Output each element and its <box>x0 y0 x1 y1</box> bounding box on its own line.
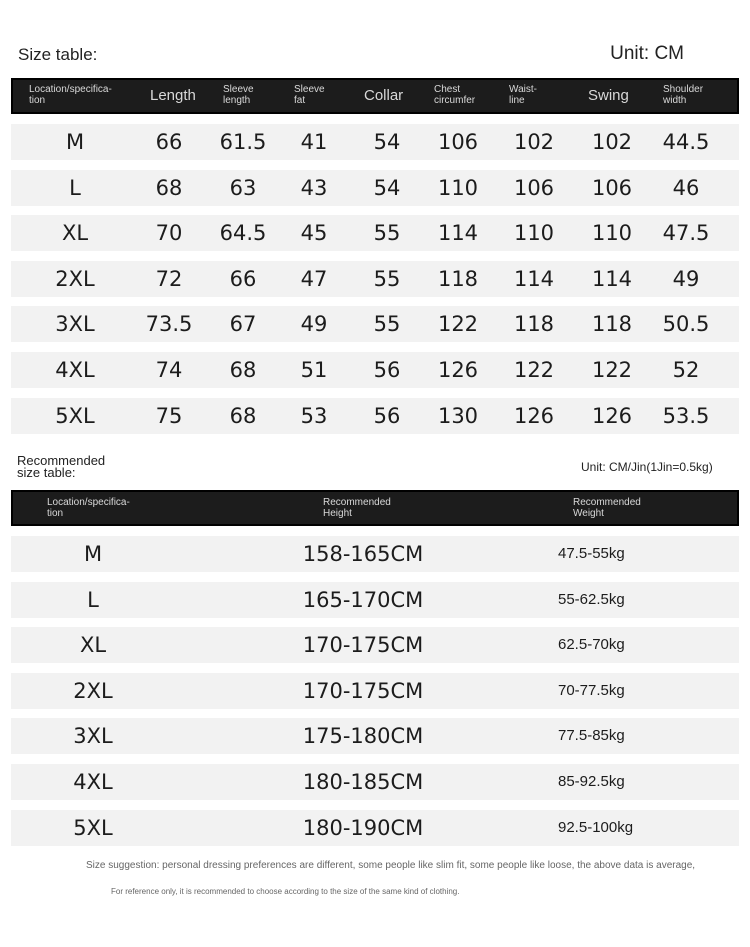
cell-sleeve-length: 68 <box>229 358 257 382</box>
cell-sleeve-length: 63 <box>229 175 257 200</box>
cell-weight: 62.5-70kg <box>558 636 625 654</box>
cell-height: 165-170CM <box>302 587 424 612</box>
cell-waistline: 118 <box>513 312 555 337</box>
cell-chest: 130 <box>437 403 479 428</box>
recommended-table-header <box>11 490 739 526</box>
cell-size: 5XL <box>73 815 113 840</box>
cell-height: 158-165CM <box>302 542 424 566</box>
cell-collar: 55 <box>373 266 401 291</box>
cell-length: 73.5 <box>145 312 193 337</box>
cell-size: 3XL <box>73 724 113 749</box>
cell-swing: 110 <box>591 221 633 246</box>
cell-swing: 102 <box>591 130 633 154</box>
cell-weight: 47.5-55kg <box>558 545 625 562</box>
table-row <box>11 215 739 251</box>
header-length: Length <box>150 87 196 104</box>
cell-swing: 106 <box>591 175 633 200</box>
size-table-unit: Unit: CM <box>610 43 684 64</box>
cell-shoulder: 50.5 <box>662 312 710 337</box>
cell-shoulder: 52 <box>672 358 700 382</box>
table-row <box>11 306 739 342</box>
cell-length: 74 <box>155 358 183 382</box>
cell-height: 180-190CM <box>302 815 424 840</box>
cell-shoulder: 46 <box>672 175 700 200</box>
size-table-title: Size table: <box>18 45 98 64</box>
table-row <box>11 718 739 754</box>
header-shoulder: Shoulder width <box>663 84 704 106</box>
table-row <box>11 627 739 663</box>
header-chest: Chest circumfer <box>434 84 476 106</box>
cell-sleeve-fat: 51 <box>300 358 328 382</box>
table-row <box>11 352 739 388</box>
size-table-header <box>11 78 739 114</box>
cell-height: 170-175CM <box>302 678 424 703</box>
header-location: Location/specifica- tion <box>29 84 112 106</box>
cell-chest: 114 <box>437 221 479 246</box>
cell-length: 70 <box>155 221 183 246</box>
cell-size: 2XL <box>55 266 95 291</box>
cell-collar: 56 <box>373 403 401 428</box>
cell-sleeve-length: 61.5 <box>219 130 267 154</box>
cell-collar: 56 <box>373 358 401 382</box>
cell-waistline: 110 <box>513 221 555 246</box>
header-collar: Collar <box>364 87 404 104</box>
header-waistline: Waist- line <box>509 84 537 106</box>
table-row <box>11 810 739 846</box>
cell-waistline: 126 <box>513 403 555 428</box>
table-row <box>11 764 739 800</box>
cell-shoulder: 47.5 <box>662 221 710 246</box>
cell-height: 170-175CM <box>302 633 424 658</box>
cell-height: 180-185CM <box>302 770 424 794</box>
table-row <box>11 261 739 297</box>
cell-waistline: 106 <box>513 175 555 200</box>
header-recommended-weight: Recommended Weight <box>573 497 641 519</box>
recommended-table-title: Recommended size table: <box>17 453 106 480</box>
cell-collar: 54 <box>373 130 401 154</box>
cell-chest: 118 <box>437 266 479 291</box>
table-row <box>11 582 739 618</box>
cell-waistline: 114 <box>513 266 555 291</box>
cell-sleeve-fat: 47 <box>300 266 328 291</box>
cell-sleeve-length: 66 <box>229 266 257 291</box>
cell-size: XL <box>79 633 107 658</box>
cell-chest: 110 <box>437 175 479 200</box>
cell-length: 72 <box>155 266 183 291</box>
cell-sleeve-fat: 43 <box>300 175 328 200</box>
cell-chest: 106 <box>437 130 479 154</box>
cell-shoulder: 53.5 <box>662 403 710 428</box>
cell-sleeve-length: 67 <box>229 312 257 337</box>
size-suggestion-note: Size suggestion: personal dressing preferences are different, some people like slim fit, some people like loose, the above data is average, <box>86 860 696 871</box>
cell-size: 4XL <box>73 770 113 794</box>
cell-waistline: 122 <box>513 358 555 382</box>
header-sleeve-fat: Sleeve fat <box>294 84 325 106</box>
header-sleeve-length: Sleeve length <box>223 84 254 106</box>
cell-weight: 55-62.5kg <box>558 590 625 608</box>
header-swing: Swing <box>588 87 629 104</box>
cell-sleeve-fat: 49 <box>300 312 328 337</box>
cell-swing: 122 <box>591 358 633 382</box>
cell-collar: 54 <box>373 175 401 200</box>
cell-sleeve-length: 64.5 <box>219 221 267 246</box>
cell-swing: 118 <box>591 312 633 337</box>
cell-size: M <box>65 130 85 154</box>
cell-sleeve-fat: 45 <box>300 221 328 246</box>
cell-size: 4XL <box>55 358 95 382</box>
cell-swing: 126 <box>591 403 633 428</box>
cell-swing: 114 <box>591 266 633 291</box>
cell-length: 66 <box>155 130 183 154</box>
cell-collar: 55 <box>373 221 401 246</box>
cell-size: XL <box>61 221 89 246</box>
cell-weight: 70-77.5kg <box>558 681 625 699</box>
cell-length: 68 <box>155 175 183 200</box>
table-row <box>11 536 739 572</box>
cell-size: L <box>69 175 81 200</box>
cell-sleeve-length: 68 <box>229 403 257 428</box>
cell-chest: 126 <box>437 358 479 382</box>
cell-length: 75 <box>155 403 183 428</box>
cell-shoulder: 49 <box>672 266 700 291</box>
header-recommended-height: Recommended Height <box>323 497 391 519</box>
cell-size: 2XL <box>73 678 113 703</box>
cell-size: 5XL <box>55 403 95 428</box>
cell-chest: 122 <box>437 312 479 337</box>
cell-height: 175-180CM <box>302 724 424 749</box>
cell-weight: 92.5-100kg <box>558 818 634 836</box>
table-row <box>11 398 739 434</box>
cell-shoulder: 44.5 <box>662 130 710 154</box>
cell-collar: 55 <box>373 312 401 337</box>
header-location: Location/specifica- tion <box>47 497 130 519</box>
table-row <box>11 673 739 709</box>
cell-sleeve-fat: 41 <box>300 130 328 154</box>
reference-note: For reference only, it is recommended to choose according to the size of the same kind of clothing. <box>111 887 460 896</box>
cell-weight: 77.5-85kg <box>558 727 625 745</box>
recommended-table-unit: Unit: CM/Jin(1Jin=0.5kg) <box>581 460 713 474</box>
cell-size: L <box>87 587 99 612</box>
cell-sleeve-fat: 53 <box>300 403 328 428</box>
cell-size: M <box>83 542 103 566</box>
table-row <box>11 124 739 160</box>
table-row <box>11 170 739 206</box>
cell-waistline: 102 <box>513 130 555 154</box>
cell-weight: 85-92.5kg <box>558 773 625 790</box>
cell-size: 3XL <box>55 312 95 337</box>
